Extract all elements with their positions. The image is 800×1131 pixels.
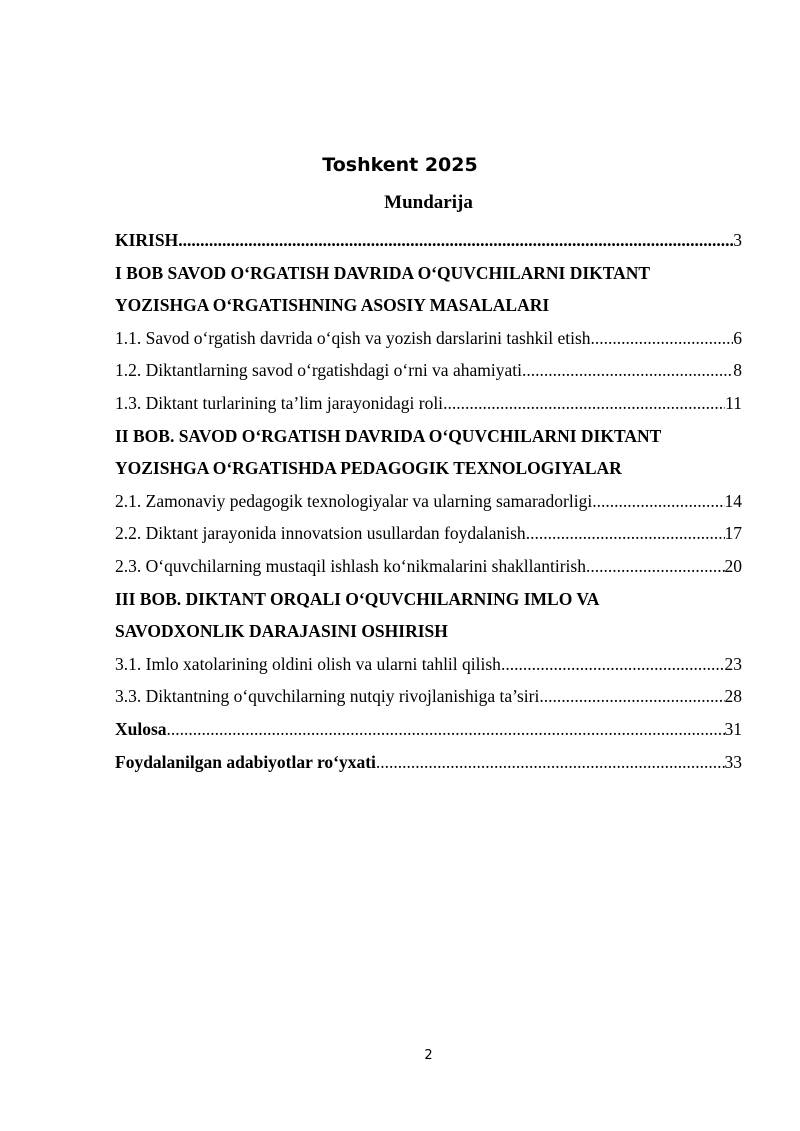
- toc-entry-label: 1.1. Savod o‘rgatish davrida o‘qish va yozish darslarini tashkil etish: [115, 327, 591, 348]
- toc-entry-label: 1.3. Diktant turlarining ta’lim jarayonidagi roli: [115, 392, 444, 413]
- toc-entry-label: 3.3. Diktantning o‘quvchilarning nutqiy rivojlanishiga ta’siri: [115, 686, 540, 707]
- toc-entry-page: 6: [733, 327, 742, 348]
- toc-entry-page: 33: [724, 751, 742, 772]
- toc-title: Mundarija: [384, 192, 473, 213]
- chapter-1-title-line-1: I BOB SAVOD O‘RGATISH DAVRIDA O‘QUVCHILARNI DIKTANT: [115, 262, 651, 283]
- toc-entry-label: Xulosa: [115, 718, 167, 739]
- chapter-3-title-line-2: SAVODXONLIK DARAJASINI OSHIRISH: [115, 621, 448, 642]
- toc-entry-label: 3.1. Imlo xatolarining oldini olish va ularni tahlil qilish: [115, 653, 501, 674]
- dot-leader: [376, 746, 725, 779]
- toc-entry-page: 3: [733, 230, 742, 250]
- toc-entry-3-3: [115, 680, 742, 713]
- chapter-3-title-line-1: III BOB. DIKTANT ORQALI O‘QUVCHILARNING IMLO VA: [115, 588, 600, 609]
- chapter-1-title-line-2: YOZISHGA O‘RGATISHNING ASOSIY MASALALARI: [115, 295, 550, 316]
- dot-leader: [501, 648, 725, 681]
- chapter-2-title-line-2: YOZISHGA O‘RGATISHDA PEDAGOGIK TEXNOLOGIYALAR: [115, 458, 622, 479]
- city-year-heading: Toshkent 2025: [322, 154, 478, 176]
- dot-leader: [167, 713, 725, 746]
- toc-entry-2-2: [115, 517, 742, 550]
- toc-entry-page: 20: [724, 555, 742, 576]
- toc-entry-label: 1.2. Diktantlarning savod o‘rgatishdagi o‘rni va ahamiyati: [115, 360, 522, 381]
- toc-entry-page: 31: [724, 718, 742, 739]
- toc-entry-2-1: [115, 485, 742, 518]
- chapter-2-title-line-1: II BOB. SAVOD O‘RGATISH DAVRIDA O‘QUVCHILARNI DIKTANT: [115, 425, 662, 446]
- toc-entry-label: 2.3. O‘quvchilarning mustaqil ishlash ko‘nikmalarini shakllantirish: [115, 555, 586, 576]
- toc-entry-intro: [115, 224, 742, 257]
- toc-entry-1-1: [115, 322, 742, 355]
- dot-leader: [592, 485, 724, 518]
- toc-entry-page: 14: [724, 490, 742, 511]
- dot-leader: [526, 517, 725, 550]
- toc-entry-label: 2.2. Diktant jarayonida innovatsion usullardan foydalanish: [115, 523, 526, 544]
- page-number: 2: [424, 1048, 433, 1063]
- toc-entry-references: [115, 746, 742, 779]
- dot-leader: [539, 680, 724, 713]
- toc-entry-page: 8: [733, 360, 742, 381]
- dot-leader: [522, 354, 733, 387]
- dot-leader: [586, 550, 725, 583]
- toc-entry-label: Foydalanilgan adabiyotlar ro‘yxati: [115, 751, 376, 772]
- toc-entry-conclusion: [115, 713, 742, 746]
- toc-entry-3-1: [115, 648, 742, 681]
- dot-leader: [591, 322, 734, 355]
- toc-entry-page: 28: [724, 686, 742, 707]
- table-of-contents: [115, 224, 742, 778]
- dot-leader: [178, 224, 733, 257]
- toc-entry-page: 23: [724, 653, 742, 674]
- toc-entry-label: 2.1. Zamonaviy pedagogik texnologiyalar va ularning samaradorligi: [115, 490, 593, 511]
- toc-entry-label: KIRISH: [115, 230, 179, 250]
- toc-entry-page: 11: [725, 392, 742, 413]
- toc-entry-1-3: [115, 387, 742, 420]
- toc-entry-1-2: [115, 354, 742, 387]
- toc-entry-page: 17: [724, 523, 742, 544]
- dot-leader: [443, 387, 725, 420]
- toc-entry-2-3: [115, 550, 742, 583]
